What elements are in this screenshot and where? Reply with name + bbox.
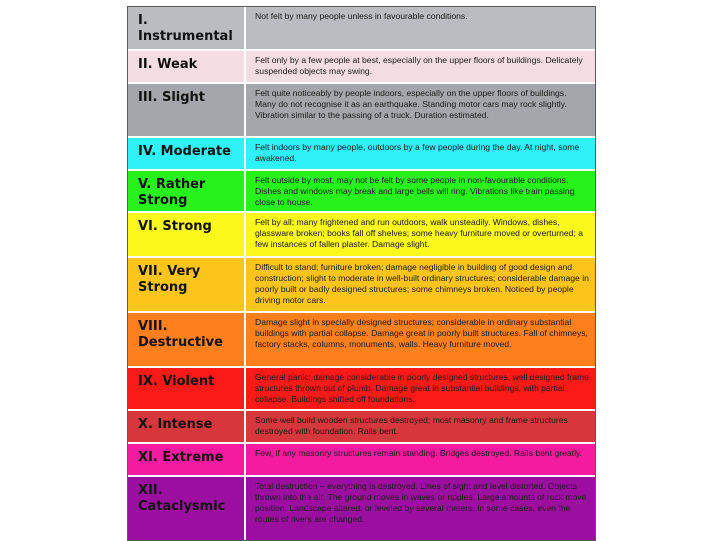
description-cell bbox=[246, 313, 595, 368]
scale-row-12 bbox=[128, 477, 595, 540]
description-cell bbox=[246, 477, 595, 540]
scale-row-8 bbox=[128, 313, 595, 368]
level-description: Difficult to stand; furniture broken; damage negligible in building of good design and construction; slight to moderate in well-built ordinary structures; considerable damage in poorly built or badly designed structures; some chimneys broken. Noticed by people driving motor cars. bbox=[255, 262, 589, 305]
level-label: XI. Extreme bbox=[138, 450, 224, 465]
level-cell bbox=[128, 7, 246, 51]
level-description: Felt only by a few people at best, especially on the upper floors of buildings. Delicately suspended objects may swing. bbox=[255, 55, 583, 76]
scale-row-5 bbox=[128, 171, 595, 213]
scale-row-9 bbox=[128, 368, 595, 411]
scale-row-2 bbox=[128, 51, 595, 84]
level-cell bbox=[128, 313, 246, 368]
level-cell bbox=[128, 84, 246, 138]
level-label: III. Slight bbox=[138, 90, 206, 105]
level-description: Felt quite noticeably by people indoors, especially on the upper floors of buildings. Many do not recognise it as an earthquake. Standing motor cars may rock slightly. Vibration similar to the passing of a truck. Duration estimated. bbox=[255, 88, 567, 120]
level-cell bbox=[128, 138, 246, 171]
description-cell bbox=[246, 213, 595, 258]
level-label: II. Weak bbox=[138, 57, 198, 72]
mercalli-scale-table bbox=[127, 6, 596, 541]
level-description: Felt by all; many frightened and run outdoors, walk unsteadily. Windows, dishes, glassware broken; books fall off shelves; some heavy furniture moved or overturned; a few instances of fallen plaster. Damage slight. bbox=[255, 217, 584, 249]
level-label: IV. Moderate bbox=[138, 144, 231, 159]
level-label: XII. Cataclysmic bbox=[138, 483, 226, 514]
level-description: Total destruction – everything is destroyed. Lines of sight and level distorted. Objects thrown into the air. The ground moves in waves or ripples. Large amounts of rock move position. Landscape altered, or leveled by several meters. In some cases, even the routes of rivers are changed. bbox=[255, 481, 587, 524]
level-label: VIII. Destructive bbox=[138, 319, 223, 350]
level-label: V. Rather Strong bbox=[138, 177, 206, 208]
description-cell bbox=[246, 411, 595, 444]
level-cell bbox=[128, 411, 246, 444]
description-cell bbox=[246, 138, 595, 171]
description-cell bbox=[246, 7, 595, 51]
description-cell bbox=[246, 258, 595, 313]
scale-row-7 bbox=[128, 258, 595, 313]
level-cell bbox=[128, 444, 246, 477]
description-cell bbox=[246, 368, 595, 411]
description-cell bbox=[246, 171, 595, 213]
level-description: Damage slight in specially designed structures; considerable in ordinary substantial buildings with partial collapse. Damage great in poorly built structures. Fall of chimneys, factory stacks, columns, monuments, walls. Heavy furniture moved. bbox=[255, 317, 588, 349]
level-label: X. Intense bbox=[138, 417, 213, 432]
level-description: Few, if any masonry structures remain standing. Bridges destroyed. Rails bent greatly. bbox=[255, 448, 583, 458]
level-label: I. Instrumental bbox=[138, 13, 233, 44]
scale-row-1 bbox=[128, 7, 595, 51]
level-cell bbox=[128, 258, 246, 313]
level-description: Some well build wooden structures destroyed; most masonry and frame structures destroyed with foundation. Rails bent. bbox=[255, 415, 568, 436]
level-cell bbox=[128, 213, 246, 258]
level-description: Felt indoors by many people, outdoors by a few people during the day. At night, some awakened. bbox=[255, 142, 580, 163]
scale-row-6 bbox=[128, 213, 595, 258]
level-label: IX. Violent bbox=[138, 374, 215, 389]
level-cell bbox=[128, 368, 246, 411]
level-cell bbox=[128, 477, 246, 540]
level-description: Not felt by many people unless in favourable conditions. bbox=[255, 11, 468, 21]
description-cell bbox=[246, 51, 595, 84]
scale-row-10 bbox=[128, 411, 595, 444]
level-label: VII. Very Strong bbox=[138, 264, 201, 295]
level-description: Felt outside by most, may not be felt by some people in non-favourable conditions. Dishes and windows may break and large bells will ring. Vibrations like train passing close to house. bbox=[255, 175, 575, 207]
scale-table-body bbox=[128, 7, 595, 540]
level-label: VI. Strong bbox=[138, 219, 212, 234]
description-cell bbox=[246, 84, 595, 138]
scale-row-4 bbox=[128, 138, 595, 171]
level-cell bbox=[128, 51, 246, 84]
level-cell bbox=[128, 171, 246, 213]
scale-row-11 bbox=[128, 444, 595, 477]
description-cell bbox=[246, 444, 595, 477]
level-description: General panic; damage considerable in poorly designed structures, well designed frame structures thrown out of plumb. Damage great in substantial buildings, with partial collapse. Buildings shifted off foundations. bbox=[255, 372, 589, 404]
scale-row-3 bbox=[128, 84, 595, 138]
